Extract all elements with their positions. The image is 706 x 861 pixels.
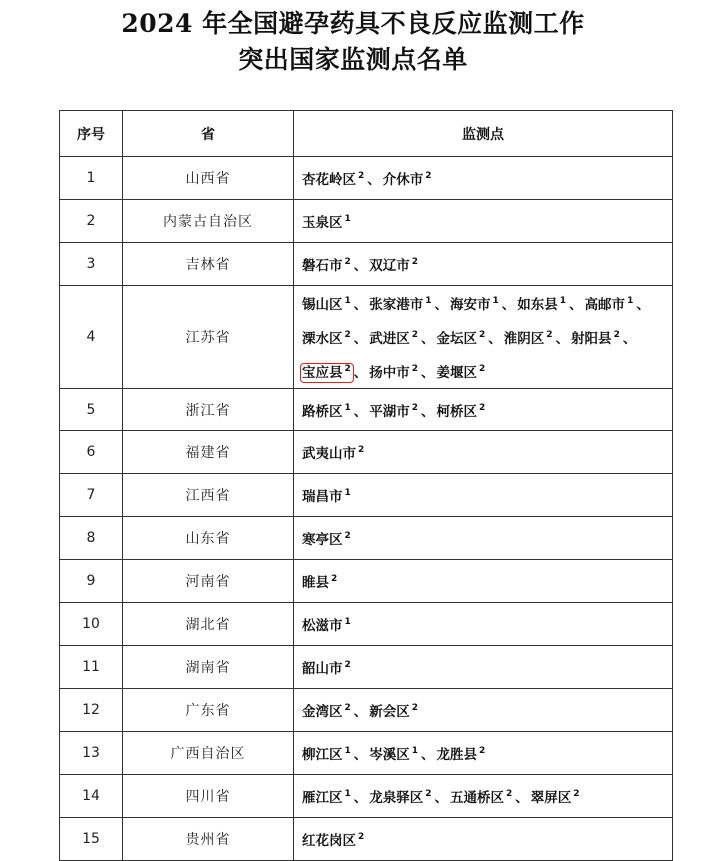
site-name: 扬中市 <box>369 365 410 381</box>
site-mark: 2 <box>506 789 513 799</box>
site-mark: 2 <box>479 746 486 756</box>
site-mark: 1 <box>344 214 351 224</box>
site-name: 龙泉驿区 <box>369 790 424 806</box>
site-name: 溧水区 <box>302 331 343 347</box>
site-name: 锡山区 <box>302 297 343 313</box>
row-province: 江苏省 <box>123 286 294 389</box>
site-mark: 2 <box>479 364 486 374</box>
table-body <box>60 157 673 861</box>
site-mark: 2 <box>411 364 419 374</box>
site-mark: 2 <box>479 330 486 340</box>
site-entry <box>302 365 352 381</box>
site-entry <box>531 790 581 806</box>
site-mark: 1 <box>344 488 351 498</box>
site-entry <box>302 489 352 505</box>
site-entry <box>585 297 635 313</box>
row-seq: 9 <box>60 560 123 603</box>
separator: 、 <box>353 258 368 274</box>
row-sites <box>294 286 673 389</box>
site-entry <box>437 331 487 347</box>
site-mark: 2 <box>546 330 553 340</box>
separator: 、 <box>515 790 529 806</box>
site-entry <box>302 618 352 634</box>
site-mark: 2 <box>344 531 351 541</box>
site-name: 武夷山市 <box>302 446 356 462</box>
site-name: 翠屏区 <box>530 790 572 806</box>
table-row <box>60 732 673 775</box>
site-entry <box>504 331 554 347</box>
separator: 、 <box>421 331 435 347</box>
site-mark: 2 <box>344 330 351 340</box>
row-sites <box>294 775 673 818</box>
table-row <box>60 646 673 689</box>
site-mark: 2 <box>344 703 351 713</box>
site-mark: 1 <box>627 296 634 306</box>
row-seq: 7 <box>60 474 123 517</box>
table-row <box>60 517 673 560</box>
table-row <box>60 818 673 861</box>
separator: 、 <box>353 403 368 420</box>
separator: 、 <box>421 747 435 763</box>
row-province: 四川省 <box>123 775 294 818</box>
site-entry <box>302 215 352 231</box>
row-sites <box>294 603 673 646</box>
table-row <box>60 603 673 646</box>
site-entry <box>450 297 500 313</box>
table-row <box>60 560 673 603</box>
site-name: 雁江区 <box>302 790 343 806</box>
site-entry <box>437 404 487 420</box>
separator: 、 <box>569 297 583 313</box>
row-province: 湖南省 <box>123 646 294 689</box>
site-name: 淮阴区 <box>503 331 545 347</box>
table-row <box>60 243 673 286</box>
site-entry <box>383 172 433 188</box>
table-row <box>60 200 673 243</box>
site-mark: 2 <box>358 445 365 455</box>
row-sites <box>294 732 673 775</box>
row-province: 江西省 <box>123 474 294 517</box>
site-name: 武进区 <box>369 331 410 347</box>
site-entry <box>302 704 352 720</box>
site-name: 岑溪区 <box>369 747 410 763</box>
site-mark: 2 <box>411 330 419 340</box>
site-entry <box>302 747 352 763</box>
row-seq: 6 <box>60 431 123 474</box>
separator: 、 <box>367 172 381 188</box>
separator: 、 <box>353 365 368 381</box>
site-name: 高邮市 <box>584 297 626 313</box>
site-entry <box>450 790 513 806</box>
site-name: 新会区 <box>369 704 410 720</box>
row-province: 内蒙古自治区 <box>123 200 294 243</box>
row-province: 广西自治区 <box>123 732 294 775</box>
site-entry <box>437 747 487 763</box>
site-entry <box>369 365 419 381</box>
site-name: 龙胜县 <box>436 747 478 763</box>
site-mark: 1 <box>344 296 351 306</box>
row-province: 广东省 <box>123 689 294 732</box>
site-name: 磐石市 <box>302 258 343 274</box>
site-name: 松滋市 <box>302 618 343 634</box>
site-mark: 2 <box>411 703 419 713</box>
title-line-1: 2024 年全国避孕药具不良反应监测工作 <box>121 9 585 38</box>
site-name: 睢县 <box>302 575 329 591</box>
table-header-row <box>60 111 673 157</box>
site-mark: 1 <box>492 296 499 306</box>
row-seq: 15 <box>60 818 123 861</box>
site-name: 玉泉区 <box>302 215 343 231</box>
separator: 、 <box>434 790 449 806</box>
site-name: 海安市 <box>450 297 491 313</box>
site-entry <box>302 404 352 420</box>
row-province: 山西省 <box>123 157 294 200</box>
site-mark: 1 <box>344 789 351 799</box>
site-entry <box>302 258 352 274</box>
site-name: 双辽市 <box>369 258 410 274</box>
site-name: 宝应县 <box>302 365 343 381</box>
row-seq: 1 <box>60 157 123 200</box>
row-sites <box>294 689 673 732</box>
separator: 、 <box>353 747 368 763</box>
site-mark: 2 <box>613 330 620 340</box>
site-name: 韶山市 <box>302 661 343 677</box>
site-entry <box>369 297 432 313</box>
header-sites: 监测点 <box>294 111 673 157</box>
site-mark: 2 <box>573 789 580 799</box>
separator: 、 <box>421 365 435 381</box>
site-name: 金湾区 <box>302 704 343 720</box>
row-province: 山东省 <box>123 517 294 560</box>
site-mark: 1 <box>425 296 432 306</box>
table-row <box>60 775 673 818</box>
row-sites <box>294 818 673 861</box>
site-name: 射阳县 <box>571 331 612 347</box>
row-seq: 12 <box>60 689 123 732</box>
row-seq: 14 <box>60 775 123 818</box>
separator: 、 <box>488 331 502 347</box>
document-title <box>0 6 706 78</box>
site-mark: 2 <box>331 574 338 584</box>
site-name: 杏花岭区 <box>302 172 356 188</box>
separator: 、 <box>555 331 570 347</box>
table-row <box>60 474 673 517</box>
site-mark: 1 <box>344 617 351 627</box>
site-entry <box>302 790 352 806</box>
table-row <box>60 431 673 474</box>
separator: 、 <box>434 297 449 313</box>
site-mark: 2 <box>344 364 351 374</box>
site-name: 姜堰区 <box>436 365 478 381</box>
site-entry <box>302 661 352 677</box>
site-entry <box>369 747 419 763</box>
separator: 、 <box>501 297 516 313</box>
site-entry <box>369 258 419 274</box>
site-entry <box>302 297 352 313</box>
site-entry <box>302 575 338 591</box>
site-entry <box>437 365 487 381</box>
site-mark: 2 <box>344 257 351 267</box>
row-sites <box>294 474 673 517</box>
row-province: 湖北省 <box>123 603 294 646</box>
separator: 、 <box>636 297 650 313</box>
separator: 、 <box>353 331 368 347</box>
site-name: 柯桥区 <box>436 403 478 420</box>
table-row <box>60 157 673 200</box>
title-line-2: 突出国家监测点名单 <box>238 45 468 74</box>
row-sites <box>294 200 673 243</box>
site-entry <box>302 331 352 347</box>
site-entry <box>369 790 432 806</box>
row-sites <box>294 243 673 286</box>
site-mark: 1 <box>344 746 351 756</box>
site-name: 瑞昌市 <box>302 489 343 505</box>
header-province: 省 <box>123 111 294 157</box>
row-province: 浙江省 <box>123 389 294 431</box>
site-entry <box>369 404 419 420</box>
separator: 、 <box>353 297 368 313</box>
site-mark: 2 <box>411 257 419 267</box>
site-name: 路桥区 <box>302 403 343 420</box>
table-row <box>60 389 673 431</box>
monitoring-sites-table <box>59 110 673 861</box>
site-entry <box>369 704 419 720</box>
site-entry <box>302 532 352 548</box>
row-sites <box>294 431 673 474</box>
row-sites <box>294 389 673 431</box>
site-name: 五通桥区 <box>450 790 505 806</box>
separator: 、 <box>353 704 368 720</box>
site-mark: 2 <box>425 171 432 181</box>
row-sites <box>294 646 673 689</box>
site-mark: 1 <box>344 402 351 413</box>
table-row <box>60 689 673 732</box>
site-mark: 2 <box>358 832 365 842</box>
site-name: 张家港市 <box>369 297 424 313</box>
site-mark: 2 <box>479 402 486 413</box>
site-entry <box>571 331 621 347</box>
site-name: 平湖市 <box>369 403 410 420</box>
site-entry <box>302 172 365 188</box>
row-sites <box>294 517 673 560</box>
site-mark: 2 <box>411 402 419 413</box>
site-entry <box>369 331 419 347</box>
site-mark: 1 <box>559 296 567 306</box>
row-seq: 4 <box>60 286 123 389</box>
row-province: 贵州省 <box>123 818 294 861</box>
site-name: 如东县 <box>517 297 558 313</box>
row-province: 河南省 <box>123 560 294 603</box>
row-seq: 5 <box>60 389 123 431</box>
row-province: 吉林省 <box>123 243 294 286</box>
separator: 、 <box>622 331 637 347</box>
site-name: 柳江区 <box>302 747 343 763</box>
table-row <box>60 286 673 389</box>
header-seq: 序号 <box>60 111 123 157</box>
separator: 、 <box>353 790 368 806</box>
row-seq: 8 <box>60 517 123 560</box>
site-mark: 1 <box>411 746 419 756</box>
row-seq: 13 <box>60 732 123 775</box>
separator: 、 <box>421 403 435 420</box>
row-seq: 11 <box>60 646 123 689</box>
site-name: 红花岗区 <box>302 833 356 849</box>
site-name: 寒亭区 <box>302 532 343 548</box>
row-seq: 3 <box>60 243 123 286</box>
row-seq: 10 <box>60 603 123 646</box>
site-mark: 2 <box>344 660 351 670</box>
row-sites <box>294 157 673 200</box>
row-sites <box>294 560 673 603</box>
site-mark: 2 <box>425 789 432 799</box>
site-entry <box>302 833 365 849</box>
site-mark: 2 <box>358 171 365 181</box>
site-name: 介休市 <box>382 172 424 188</box>
row-province: 福建省 <box>123 431 294 474</box>
site-name: 金坛区 <box>436 331 478 347</box>
site-entry <box>302 446 365 462</box>
row-seq: 2 <box>60 200 123 243</box>
site-entry <box>517 297 567 313</box>
